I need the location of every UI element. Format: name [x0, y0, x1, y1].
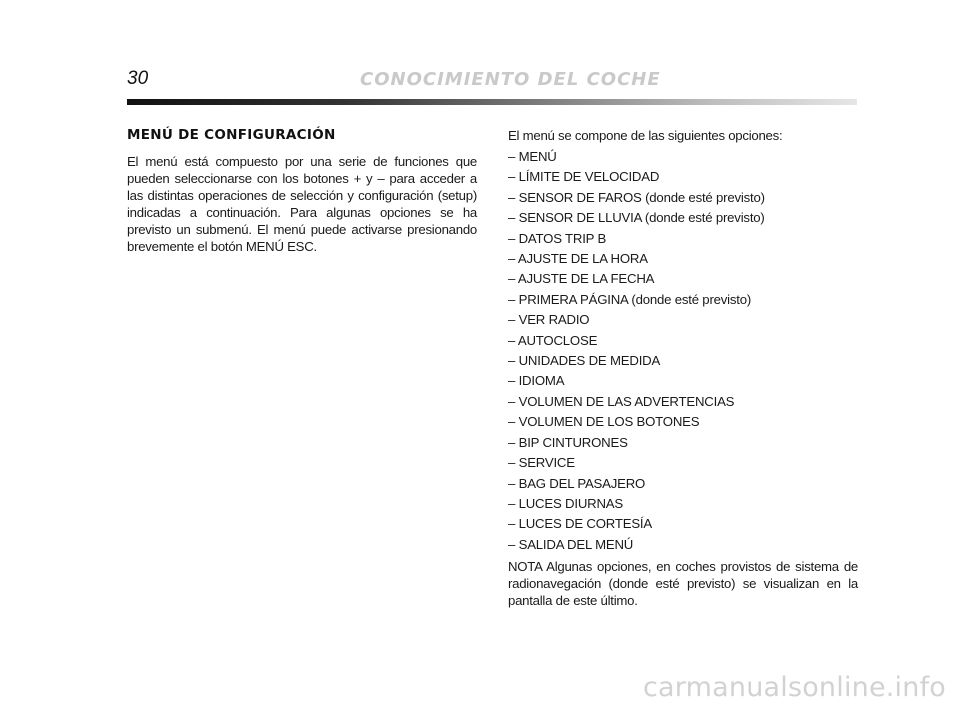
- option-item: – SENSOR DE FAROS (donde esté previsto): [508, 189, 765, 205]
- option-item: – PRIMERA PÁGINA (donde esté previsto): [508, 291, 752, 307]
- option-item: – AJUSTE DE LA FECHA: [508, 271, 655, 287]
- options-intro: El menú se compone de las siguientes opciones:: [508, 128, 783, 143]
- option-item: – DATOS TRIP B: [508, 230, 607, 246]
- option-item: – VOLUMEN DE LOS BOTONES: [508, 414, 700, 430]
- option-item: – LUCES DIURNAS: [508, 495, 623, 511]
- menu-heading: MENÚ DE CONFIGURACIÓN: [127, 127, 336, 143]
- option-item: – LUCES DE CORTESÍA: [508, 516, 652, 532]
- section-title: CONOCIMIENTO DEL COCHE: [360, 69, 661, 90]
- intro-paragraph: El menú está compuesto por una serie de funciones que pueden seleccionarse con los botones + y – para acceder a las distintas operaciones de selección y configuración (setup) indicadas a continuación. Para algunas opciones se ha previsto un submenú. El menú puede activarse presionando brevemente el botón MENÚ ESC.: [127, 154, 477, 254]
- header-rule: [127, 99, 857, 105]
- option-item: – SERVICE: [508, 455, 575, 471]
- left-column: [127, 127, 477, 255]
- option-item: – AJUSTE DE LA HORA: [508, 251, 648, 267]
- option-item: – BAG DEL PASAJERO: [508, 475, 646, 491]
- options-list: [508, 147, 858, 555]
- option-item: – IDIOMA: [508, 373, 565, 389]
- option-item: – VOLUMEN DE LAS ADVERTENCIAS: [508, 393, 735, 409]
- option-item: – MENÚ: [508, 149, 557, 164]
- note-paragraph: NOTA Algunas opciones, en coches provistos de sistema de radionavegación (donde esté previsto) se visualizan en la pantalla de este último.: [508, 559, 858, 609]
- option-item: – SALIDA DEL MENÚ: [508, 536, 634, 552]
- right-column: [508, 127, 858, 609]
- option-item: – LÍMITE DE VELOCIDAD: [508, 169, 660, 185]
- option-item: – SENSOR DE LLUVIA (donde esté previsto): [508, 210, 765, 226]
- watermark: carmanualsonline.info: [643, 672, 946, 703]
- page-number: 30: [127, 68, 149, 89]
- option-item: – UNIDADES DE MEDIDA: [508, 353, 661, 369]
- option-item: – VER RADIO: [508, 312, 590, 328]
- option-item: – AUTOCLOSE: [508, 332, 598, 348]
- option-item: – BIP CINTURONES: [508, 434, 628, 450]
